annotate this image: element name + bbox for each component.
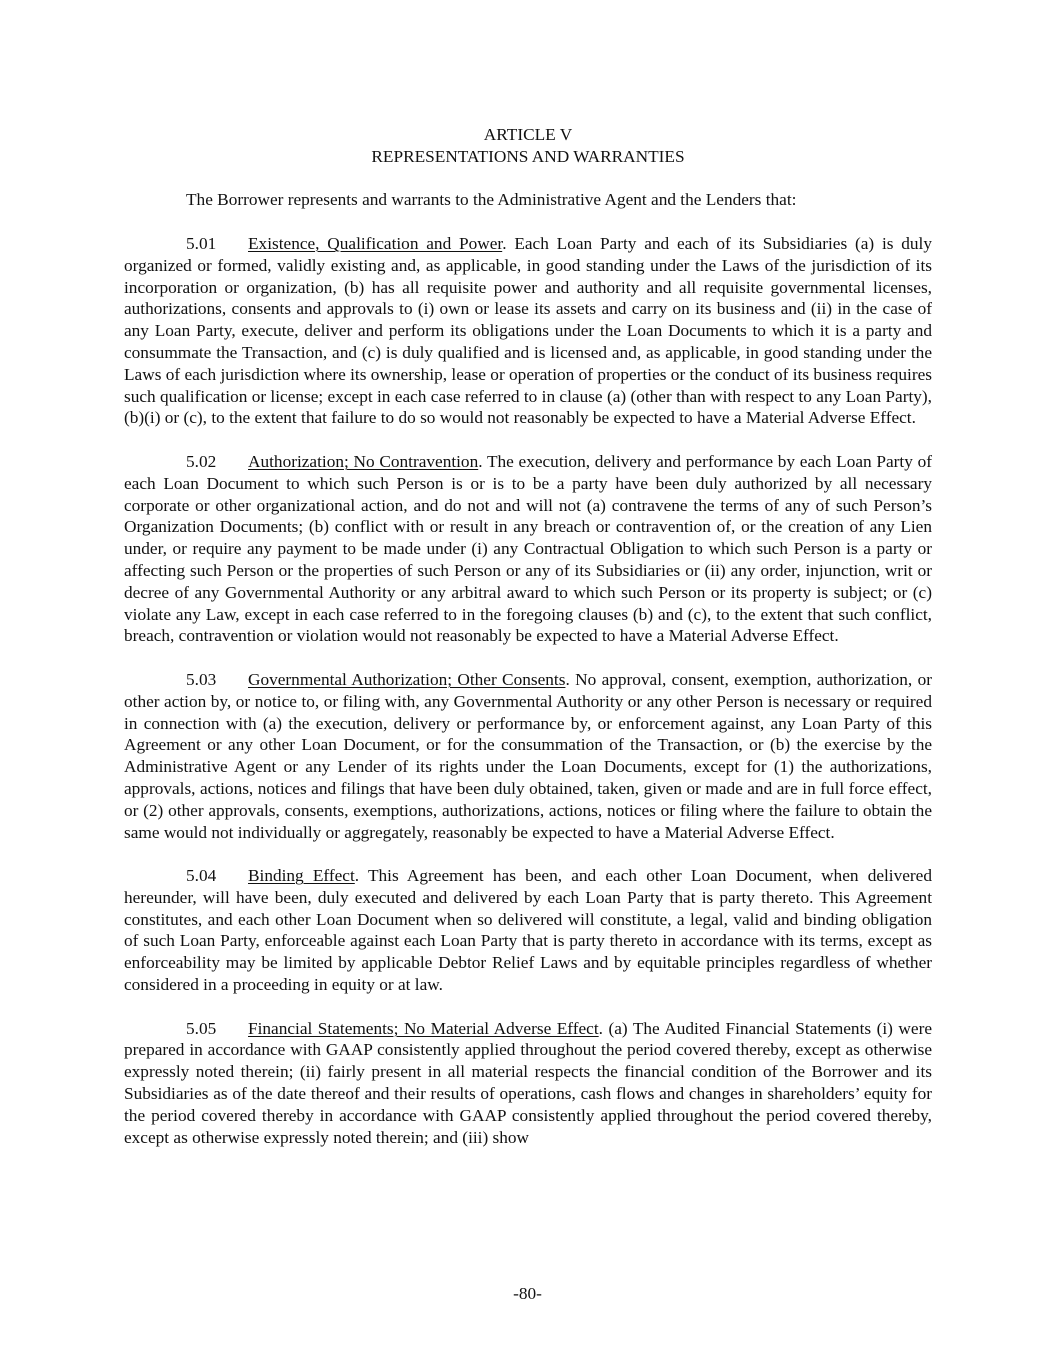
- document-body: [124, 124, 932, 1148]
- section-5-03: [124, 669, 932, 843]
- section-5-04: [124, 865, 932, 996]
- article-number: ARTICLE V: [483, 125, 573, 144]
- intro-paragraph: The Borrower represents and warrants to the Administrative Agent and the Lenders that:: [186, 190, 797, 210]
- section-number: 5.01: [186, 233, 217, 253]
- section-number: 5.03: [186, 669, 217, 689]
- section-title: Authorization; No Contravention: [248, 451, 479, 471]
- section-text: . (a) The Audited Financial Statements (i) were prepared in accordance with GAAP consistently applied throughout the period covered thereby, except as otherwise expressly noted therein; (ii) fairly present in all material respects the financial condition of the Borrower and its Subsidiaries as of the date thereof and their results of operations, cash flows and changes in shareholders’ equity for the period covered thereby in accordance with GAAP consistently applied throughout the period covered thereby, except as otherwise expressly noted therein; and (iii) show: [124, 1018, 932, 1147]
- section-text: . Each Loan Party and each of its Subsidiaries (a) is duly organized or formed, validly existing and, as applicable, in good standing under the Laws of the jurisdiction of its incorporation or organization, (b) has all requisite power and authority and all requisite governmental licenses, authorizations, consents and approvals to (i) own or lease its assets and carry on its business and (ii) in the case of any Loan Party, execute, deliver and perform its obligations under the Loan Documents to which it is a party and consummate the Transaction, and (c) is duly qualified and is licensed and, as applicable, in good standing under the Laws of each jurisdiction where its ownership, lease or operation of properties or the conduct of its business requires such qualification or license; except in each case referred to in clause (a) (other than with respect to any Loan Party), (b)(i) or (c), to the extent that failure to do so would not reasonably be expected to have a Material Adverse Effect.: [124, 233, 932, 428]
- section-title: Governmental Authorization; Other Consents: [248, 669, 566, 689]
- section-title: Existence, Qualification and Power: [248, 233, 503, 253]
- section-5-01: [124, 233, 932, 429]
- section-text: . The execution, delivery and performance by each Loan Party of each Loan Document to which such Person is or is to be a party have been duly authorized by all necessary corporate or other organizational action, and do not and will not (a) contravene the terms of any of such Person’s Organization Documents; (b) conflict with or result in any breach or contravention of, or the creation of any Lien under, or require any payment to be made under (i) any Contractual Obligation to which such Person is a party or affecting such Person or the properties of such Person or any of its Subsidiaries or (ii) any order, injunction, writ or decree of any Governmental Authority or any arbitral award to which such Person or its property is subject; or (c) violate any Law, except in each case referred to in the foregoing clauses (b) and (c), to the extent that such conflict, breach, contravention or violation would not reasonably be expected to have a Material Adverse Effect.: [124, 451, 932, 646]
- article-title: REPRESENTATIONS AND WARRANTIES: [371, 146, 685, 166]
- section-5-05: [124, 1018, 932, 1149]
- section-number: 5.04: [186, 866, 217, 886]
- page-number: -80-: [513, 1284, 542, 1303]
- section-text: . No approval, consent, exemption, authorization, or other action by, or notice to, or filing with, any Governmental Authority or any other Person is necessary or required in connection with (a) the execution, delivery or performance by, or enforcement against, any Loan Party of this Agreement or any other Loan Document, or for the consummation of the Transaction, or (b) the exercise by the Administrative Agent or any Lender of its rights under the Loan Documents, except for (1) the authorizations, approvals, actions, notices and filings that have been duly obtained, taken, given or made and are in full force effect, or (2) other approvals, consents, exemptions, authorizations, actions, notices or filing where the failure to obtain the same would not individually or aggregately, reasonably be expected to have a Material Adverse Effect.: [124, 669, 932, 842]
- section-number: 5.02: [186, 451, 217, 471]
- section-text: . This Agreement has been, and each other Loan Document, when delivered hereunder, will have been, duly executed and delivered by each Loan Party that is party thereto. This Agreement constitutes, and each other Loan Document when so delivered will constitute, a legal, valid and binding obligation of such Loan Party, enforceable against each Loan Party that is party thereto in accordance with its terms, except as enforceability may be limited by applicable Debtor Relief Laws and by equitable principles regardless of whether considered in a proceeding in equity or at law.: [124, 866, 932, 995]
- section-5-02: [124, 451, 932, 647]
- section-title: Financial Statements; No Material Adverse Effect: [248, 1018, 599, 1038]
- section-title: Binding Effect: [248, 866, 355, 886]
- section-number: 5.05: [186, 1018, 217, 1038]
